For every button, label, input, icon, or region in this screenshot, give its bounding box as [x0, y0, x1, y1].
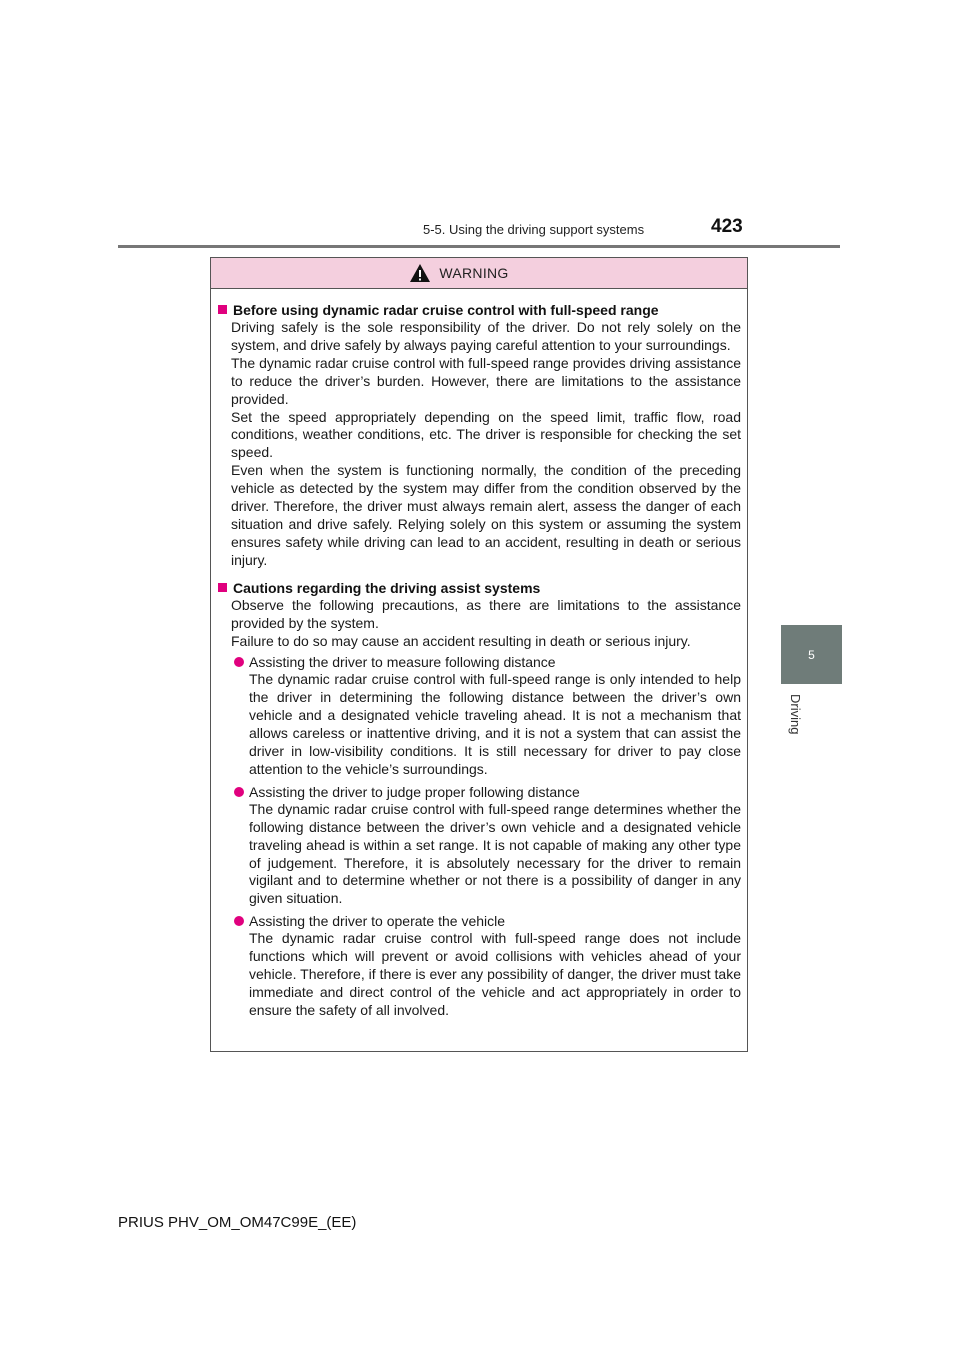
section-heading	[218, 301, 741, 319]
round-bullet-icon	[234, 657, 244, 667]
list-item-title-text: Assisting the driver to judge proper following distance	[249, 783, 580, 800]
list-item-title-text: Assisting the driver to measure following distance	[249, 654, 556, 671]
square-bullet-icon	[218, 583, 227, 592]
chapter-number: 5	[808, 647, 815, 662]
section-heading-text: Before using dynamic radar cruise control with full-speed range	[233, 302, 659, 318]
page-number: 423	[711, 216, 743, 237]
paragraph: Set the speed appropriately depending on the speed limit, traffic flow, road conditions, weather conditions, etc. The driver is responsible for checking the set speed.	[231, 408, 741, 461]
warning-section-cautions	[218, 579, 741, 1020]
round-bullet-icon	[234, 916, 244, 926]
section-title: 5-5. Using the driving support systems	[423, 222, 645, 237]
list-item	[234, 912, 741, 1020]
list-item-text: The dynamic radar cruise control with full-speed range does not include functions which will prevent or avoid collisions with vehicles ahead of your vehicle. Therefore, if there is ever any possibility of danger, the driver must take immediate and direct control of the vehicle and act appropriately in order to ensure the safety of all involved.	[249, 930, 741, 1018]
round-bullet-icon	[234, 787, 244, 797]
header-divider	[118, 245, 840, 248]
section-heading-text: Cautions regarding the driving assist systems	[233, 579, 541, 596]
paragraph: Driving safely is the sole responsibility of the driver. Do not rely solely on the system, and drive safely by always paying careful attention to your surroundings.	[231, 319, 741, 353]
document-code: PRIUS PHV_OM_OM47C99E_(EE)	[118, 1214, 357, 1231]
paragraph: Observe the following precautions, as there are limitations to the assistance provided by the system.	[231, 596, 741, 631]
chapter-tab	[781, 625, 842, 684]
list-item-title-text: Assisting the driver to operate the vehicle	[249, 913, 506, 930]
warning-section-before-using	[218, 301, 741, 570]
paragraph: The dynamic radar cruise control with full-speed range provides driving assistance to reduce the driver’s burden. However, there are limitations to the assistance provided.	[231, 354, 741, 407]
list-item	[234, 783, 741, 908]
section-heading	[218, 579, 741, 597]
square-bullet-icon	[218, 305, 227, 314]
warning-label: WARNING	[439, 265, 509, 281]
paragraph: Even when the system is functioning normally, the condition of the preceding vehicle as detected by the system may differ from the condition observed by the driver. Therefore, the driver must always remain alert, assess the danger of each situation and drive safely. Relying solely on this system or assuming the system ensures safety while driving can lead to an accident, resulting in death or serious injury.	[231, 462, 741, 568]
warning-body	[211, 289, 747, 1020]
list-item-title	[234, 912, 741, 930]
warning-header	[211, 258, 747, 289]
chapter-title: Driving	[788, 694, 803, 735]
list-item-text: The dynamic radar cruise control with full-speed range is only intended to help the driver in determining the following distance between the driver’s own vehicle and a designated vehicle traveling ahead. It is not a mechanism that allows careless or inattentive driving, and it is not a system that can assist the driver in low-visibility conditions. It is still necessary for driver to pay close attention to the vehicle’s surroundings.	[249, 671, 741, 777]
warning-box	[210, 257, 748, 1052]
list-item	[234, 653, 741, 778]
paragraph: Failure to do so may cause an accident resulting in death or serious injury.	[231, 632, 691, 649]
warning-triangle-icon	[409, 263, 431, 283]
list-item-text: The dynamic radar cruise control with full-speed range determines whether the following distance between the driver’s own vehicle and a designated vehicle traveling ahead is within a set range. It is not capable of making any other type of judgement. Therefore, it is absolutely necessary for the driver to remain vigilant and to determine whether or not there is a possibility of danger in any given situation.	[249, 800, 741, 907]
list-item-title	[234, 653, 741, 671]
list-item-title	[234, 783, 741, 801]
